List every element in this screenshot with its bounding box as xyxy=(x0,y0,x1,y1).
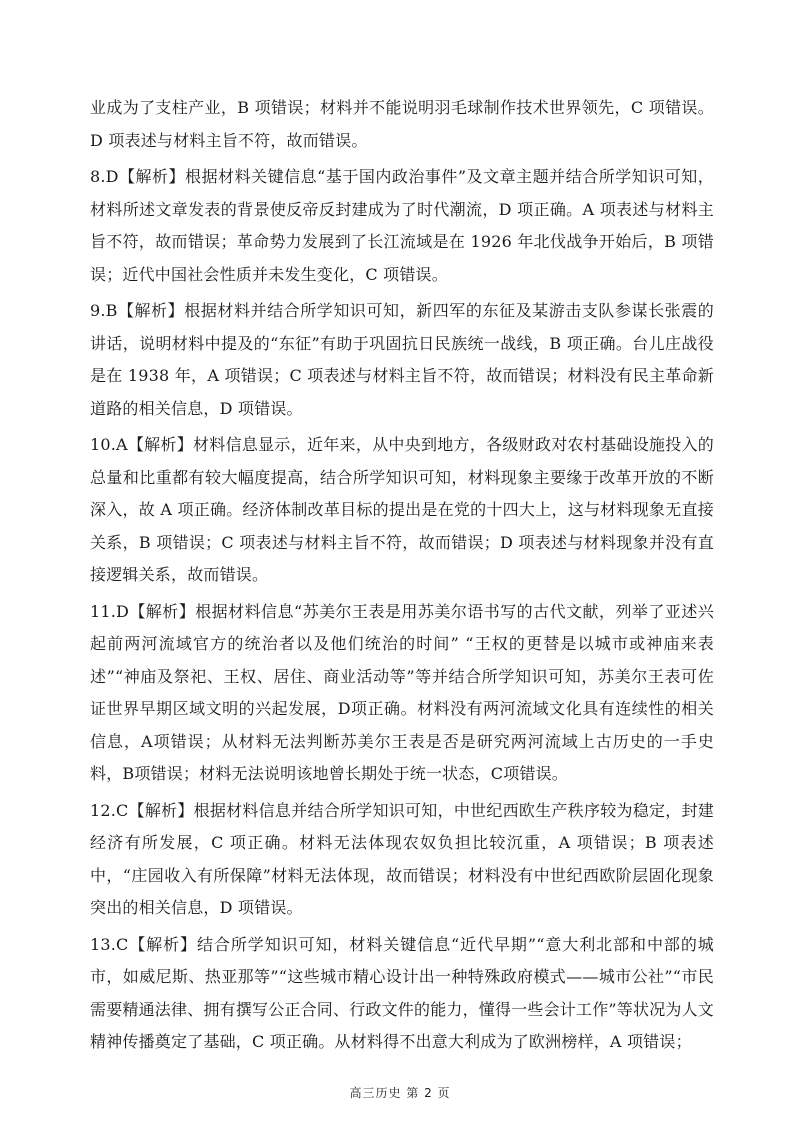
page-footer: 高三历史 第 2 页 xyxy=(349,1086,451,1100)
answer-text-block xyxy=(90,92,714,1063)
answer-9: 9.B【解析】根据材料并结合所学知识可知，新四军的东征及某游击支队参谋长张震的讲话，说明材料中提及的“东征”有助于巩固抗日民族统一战线，B 项正确。台儿庄战役是在 1938 年，A 项错误；C 项表述与材料主旨不符，故而错误；材料没有民主革命新道路的相关信息，D 项错误。 xyxy=(90,301,714,418)
answer-13: 13.C【解析】结合所学知识可知，材料关键信息“近代早期”“意大利北部和中部的城市，如威尼斯、热亚那等”“这些城市精心设计出一种特殊政府模式——城市公社”“市民需要精通法律、拥有撰写公正合同、行政文件的能力，懂得一些会计工作”等状况为人文精神传播奠定了基础，C 项正确。从材料得不出意大利成为了欧洲榜样，A 项错误； xyxy=(90,934,714,1051)
answer-11: 11.D【解析】根据材料信息“苏美尔王表是用苏美尔语书写的古代文献，列举了亚述兴起前两河流域官方的统治者以及他们统治的时间” “王权的更替是以城市或神庙来表述”“神庙及祭祀、王权、居住、商业活动等”等并结合所学知识可知，苏美尔王表可佐证世界早期区域文明的兴起发展，D项正确。材料没有两河流域文化具有连续性的相关信息，A项错误；从材料无法判断苏美尔王表是否是研究两河流域上古历史的一手史料，B项错误；材料无法说明该地曾长期处于统一状态，C项错误。 xyxy=(90,601,714,783)
answer-8: 8.D【解析】根据材料关键信息“基于国内政治事件”及文章主题并结合所学知识可知，材料所述文章发表的背景使反帝反封建成为了时代潮流，D 项正确。A 项表述与材料主旨不符，故而错误；革命势力发展到了长江流域是在 1926 年北伐战争开始后，B 项错误；近代中国社会性质并未发生变化，C 项错误。 xyxy=(90,167,714,284)
answer-10: 10.A【解析】材料信息显示，近年来，从中央到地方，各级财政对农村基础设施投入的总量和比重都有较大幅度提高，结合所学知识可知，材料现象主要缘于改革开放的不断深入，故 A 项正确。经济体制改革目标的提出是在党的十四大上，这与材料现象无直接关系，B 项错误；C 项表述与材料主旨不符，故而错误；D 项表述与材料现象并没有直接逻辑关系，故而错误。 xyxy=(90,435,714,584)
paragraph-continued: 业成为了支柱产业，B 项错误；材料并不能说明羽毛球制作技术世界领先，C 项错误。D 项表述与材料主旨不符，故而错误。 xyxy=(90,98,714,150)
answer-12: 12.C【解析】根据材料信息并结合所学知识可知，中世纪西欧生产秩序较为稳定，封建经济有所发展，C 项正确。材料无法体现农奴负担比较沉重，A 项错误；B 项表述中，“庄园收入有所保障”材料无法体现，故而错误；材料没有中世纪西欧阶层固化现象突出的相关信息，D 项错误。 xyxy=(90,800,714,917)
